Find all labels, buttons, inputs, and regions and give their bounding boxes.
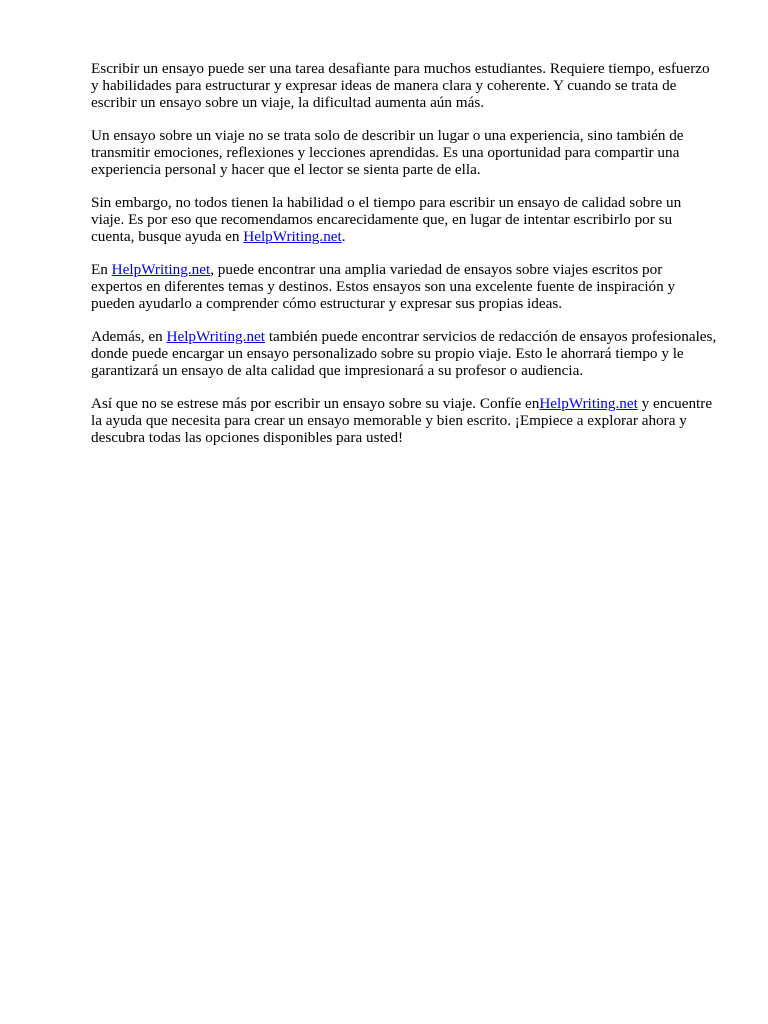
paragraph-text: Un ensayo sobre un viaje no se trata solo de describir un lugar o una experiencia, sino también de transmitir emociones, reflexiones y lecciones aprendidas. Es una oportunidad para compartir una experiencia personal y hacer que el lector se sienta parte de ella. — [91, 127, 684, 178]
paragraph-text: Además, en — [91, 328, 167, 345]
paragraph-travel-essay — [91, 127, 717, 178]
paragraph-text: Sin embargo, no todos tienen la habilidad o el tiempo para escribir un ensayo de calidad sobre un viaje. Es por eso que recomendamos encarecidamente que, en lugar de intentar escribirlo por su cuenta, busque ayuda en — [91, 194, 682, 245]
paragraph-closing — [91, 395, 717, 446]
paragraph-text: Así que no se estrese más por escribir un ensayo sobre su viaje. Confíe en — [91, 395, 540, 412]
paragraph-text: también puede encontrar servicios de redacción de ensayos profesionales, donde puede encargar un ensayo personalizado sobre su propio viaje. Esto le ahorrará tiempo y le garantizará un ensayo de alta calidad que impresionará a su profesor o audiencia. — [91, 328, 717, 379]
paragraph-intro — [91, 60, 717, 111]
paragraph-recommendation — [91, 194, 717, 245]
paragraph-text: . — [341, 228, 346, 245]
document-body — [91, 60, 717, 462]
helpwriting-link[interactable]: HelpWriting.net — [111, 261, 211, 278]
paragraph-text: Escribir un ensayo puede ser una tarea desafiante para muchos estudiantes. Requiere tiempo, esfuerzo y habilidades para estructurar y expresar ideas de manera clara y coherente. Y cuando se trata de escribir un ensayo sobre un viaje, la dificultad aumenta aún más. — [91, 60, 710, 111]
helpwriting-link[interactable]: HelpWriting.net — [539, 395, 638, 412]
paragraph-text: , puede encontrar una amplia variedad de ensayos sobre viajes escritos por expertos en diferentes temas y destinos. Estos ensayos son una excelente fuente de inspiración y pueden ayudarlo a comprender cómo estructurar y expresar sus propias ideas. — [91, 261, 676, 312]
paragraph-variety — [91, 261, 717, 312]
paragraph-text: y encuentre la ayuda que necesita para crear un ensayo memorable y bien escrito. ¡Empiece a explorar ahora y descubra todas las opciones disponibles para usted! — [91, 395, 713, 446]
helpwriting-link[interactable]: HelpWriting.net — [166, 328, 266, 345]
paragraph-text: En — [91, 261, 112, 278]
helpwriting-link[interactable]: HelpWriting.net — [243, 228, 342, 245]
paragraph-services — [91, 328, 717, 379]
